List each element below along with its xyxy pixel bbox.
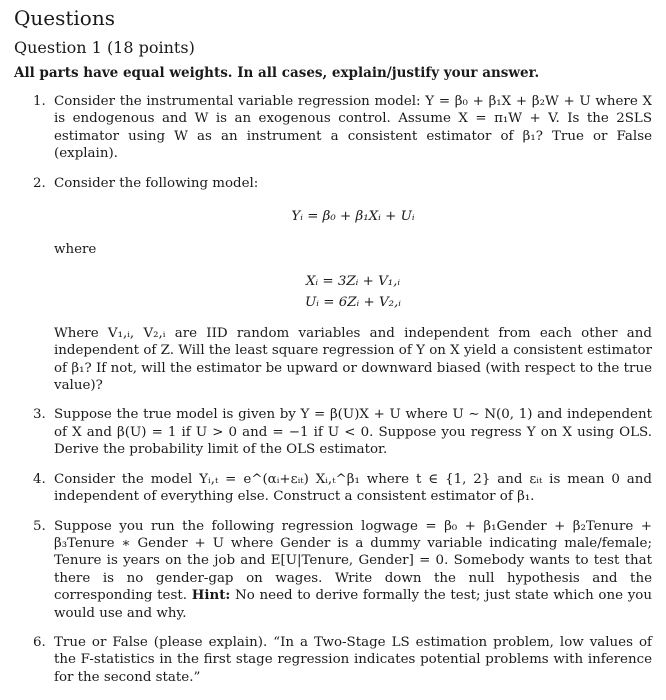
question-list bbox=[14, 93, 652, 686]
list-item bbox=[50, 471, 652, 506]
list-item bbox=[50, 93, 652, 163]
item-2-text2: Where V₁,ᵢ, V₂,ᵢ are IID random variables and independent from each other and independent of Z. Will the least square regression of Y on X yield a consistent estimator of β₁? If not, will the estimator be upward or downward biased (with respect to the true value)? bbox=[54, 325, 652, 394]
item-5-text: Suppose you run the following regression logwage = β₀ + β₁Gender + β₂Tenure + β₃Tenure ∗ Gender + U where Gender is a dummy variable indicating male/female; Tenure is years on the job and E[U|Tenure, Gender] = 0. Somebody wants to test that there is no gender-gap on wages. Write down the null hypothesis and the corresponding test. bbox=[54, 518, 652, 604]
item-1-text: Consider the instrumental variable regression model: Y = β₀ + β₁X + β₂W + U where X is endogenous and W is an exogenous control. Assume X = π₁W + V. Is the 2SLS estimator using W as an instrument a consistent estimator of β₁? True or False (explain). bbox=[54, 94, 652, 162]
model-equation: Yᵢ = β₀ + β₁Xᵢ + Uᵢ bbox=[291, 209, 415, 225]
x-equation: Xᵢ = 3Zᵢ + V₁,ᵢ bbox=[305, 273, 401, 289]
item-4-text: Consider the model Yᵢ,ₜ = e^(αᵢ+εᵢₜ) Xᵢ,ₜ^β₁ where t ∈ {1, 2} and εᵢₜ is mean 0 and independent of everything else. Construct a consistent estimator of β₁. bbox=[54, 471, 652, 505]
item-3-text: Suppose the true model is given by Y = β(U)X + U where U ∼ N(0, 1) and independent of X and β(U) = 1 if U > 0 and = −1 if U < 0. Suppose you regress Y on X using OLS. Derive the probability limit of the OLS estimator. bbox=[54, 407, 652, 458]
item-2-text: 2. Consider the following model: bbox=[54, 175, 259, 191]
item-6-text: True or False (please explain). “In a Two-Stage LS estimation problem, low values of the F-statistics in the first stage regression indicates potential problems with inference for the second state.” bbox=[54, 634, 652, 685]
hint-text: No need to derive formally the test; just state which one you would use and why. bbox=[54, 588, 652, 621]
equation-system bbox=[54, 271, 652, 313]
list-item bbox=[50, 518, 652, 622]
list-item bbox=[50, 175, 652, 395]
hint-label: Hint: bbox=[191, 587, 231, 604]
where-label: where bbox=[54, 242, 97, 258]
list-item bbox=[50, 406, 652, 458]
section-title: Questions bbox=[14, 6, 115, 30]
question-title: Question 1 (18 points) bbox=[14, 38, 195, 57]
list-item bbox=[50, 634, 652, 686]
u-equation: Uᵢ = 6Zᵢ + V₂,ᵢ bbox=[305, 294, 401, 310]
instructions: All parts have equal weights. In all cases, explain/justify your answer. bbox=[14, 65, 540, 81]
